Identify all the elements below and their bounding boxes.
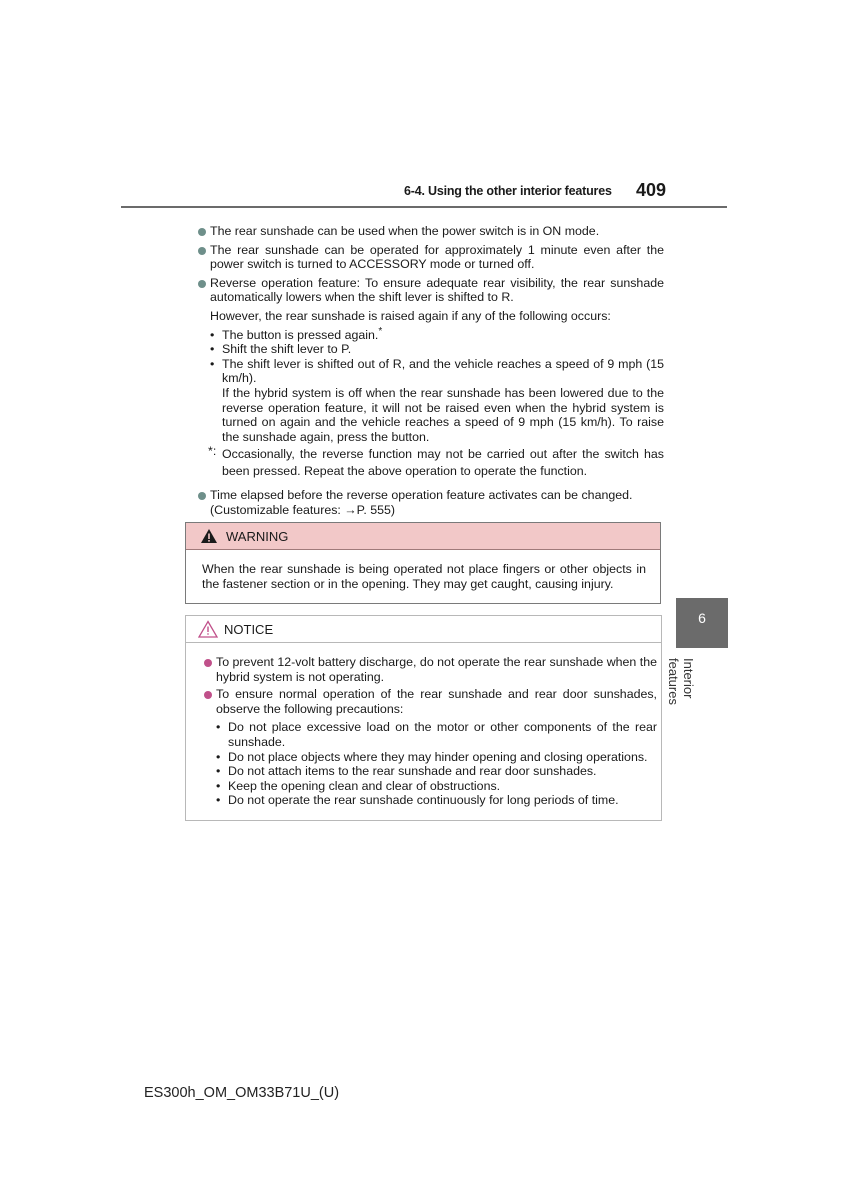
- precaution-list: [216, 720, 657, 808]
- header-rule: [121, 206, 727, 208]
- list-item: The rear sunshade can be used when the power switch is in ON mode.: [196, 224, 664, 239]
- list-item: • Do not place excessive load on the motor or other components of the rear sunshade.: [216, 720, 657, 749]
- chapter-label: Interior features: [666, 658, 696, 705]
- warning-title: WARNING: [226, 528, 289, 544]
- chapter-tab[interactable]: 6: [676, 598, 728, 648]
- list-item: • Do not place objects where they may hinder opening and closing operations.: [216, 749, 648, 764]
- main-content: [196, 224, 664, 522]
- list-item: • Do not operate the rear sunshade continuously for long periods of time.: [216, 793, 619, 808]
- notice-title: NOTICE: [224, 621, 274, 637]
- condition-list: [210, 325, 664, 445]
- list-item: • Do not attach items to the rear sunshade and rear door sunshades.: [216, 764, 597, 779]
- list-item: The rear sunshade can be operated for approximately 1 minute even after the power switch is turned to ACCESSORY mode or turned off.: [196, 243, 664, 272]
- notice-box: [185, 615, 662, 821]
- list-item: Reverse operation feature: To ensure adequate rear visibility, the rear sunshade automatically lowers when the shift lever is shifted to R.: [196, 276, 664, 305]
- list-item: To ensure normal operation of the rear sunshade and rear door sunshades, observe the following precautions:: [202, 687, 657, 716]
- list-item: • The button is pressed again.*: [210, 325, 383, 342]
- list-item: • Keep the opening clean and clear of obstructions.: [216, 778, 501, 793]
- notice-header: [186, 616, 661, 643]
- bullet-dot-icon: [204, 659, 212, 667]
- bullet-dot-icon: [204, 691, 212, 699]
- section-title: 6-4. Using the other interior features: [404, 184, 612, 198]
- list-item: • Shift the shift lever to P.: [210, 342, 352, 357]
- warning-triangle-icon: [200, 528, 218, 544]
- warning-header: [186, 523, 660, 550]
- warning-box: [185, 522, 661, 604]
- notice-content: [186, 643, 661, 808]
- warning-text: When the rear sunshade is being operated not place fingers or other objects in the fastener section or in the opening. They may get caught, causing injury.: [202, 562, 646, 591]
- document-code: ES300h_OM_OM33B71U_(U): [144, 1085, 340, 1101]
- notice-triangle-icon: [198, 620, 218, 638]
- list-item: • The shift lever is shifted out of R, and the vehicle reaches a speed of 9 mph (15 km/h). If the hybrid system is off when the rear sunshade has been lowered due to the reverse operation feature, it will not be raised even when the hybrid system is turned on again and the vehicle reaches a speed of 9 mph (15 km/h). To raise the sunshade again, press the button.: [210, 356, 664, 444]
- bullet-dot-icon: [198, 492, 206, 500]
- page-number: 409: [636, 180, 667, 200]
- bullet-dot-icon: [198, 228, 206, 236]
- bullet-dot-icon: [198, 247, 206, 255]
- footnote-marker: *:: [208, 444, 217, 459]
- footnote: *: Occasionally, the reverse function may not be carried out after the switch has been pressed. Repeat the above operation to operate the function.: [208, 444, 664, 479]
- sub-intro: However, the rear sunshade is raised again if any of the following occurs:: [210, 308, 611, 323]
- list-item: Time elapsed before the reverse operation feature activates can be changed. (Customizable features: →P. 555): [196, 488, 664, 517]
- list-item: To prevent 12-volt battery discharge, do not operate the rear sunshade when the hybrid system is not operating.: [202, 655, 657, 684]
- footnote-ref: *: [378, 325, 383, 337]
- bullet-dot-icon: [198, 280, 206, 288]
